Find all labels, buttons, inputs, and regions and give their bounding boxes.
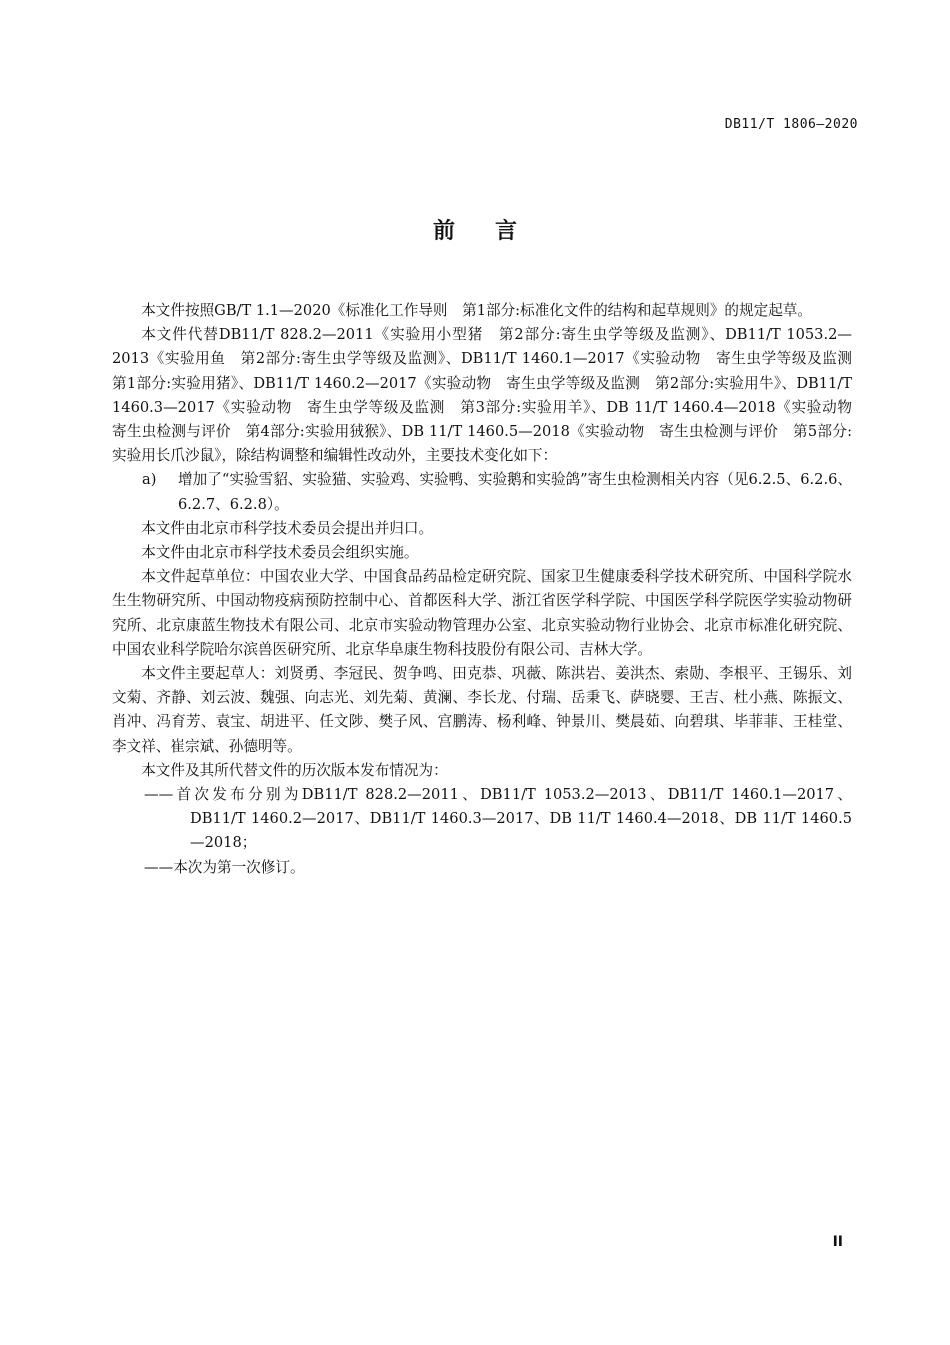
list-item-text: 增加了“实验雪貂、实验猫、实验鸡、实验鸭、实验鹅和实验鸽”寄生虫检测相关内容（见6.2.5、6.2.6、6.2.7、6.2.8）。 <box>178 471 852 513</box>
list-marker: a) <box>142 471 157 489</box>
paragraph-drafting-basis: 本文件按照GB/T 1.1—2020《标准化工作导则 第1部分:标准化文件的结构和起草规则》的规定起草。 <box>141 302 812 319</box>
page-title: 前言 <box>432 219 557 244</box>
paragraph-history-intro: 本文件及其所代替文件的历次版本发布情况为： <box>141 761 448 779</box>
paragraph-drafting-units: 本文件起草单位：中国农业大学、中国食品药品检定研究院、国家卫生健康委科学技术研究所、中国科学院水生生物研究所、中国动物疫病预防控制中心、首都医科大学、浙江省医学科学院、中国医学科学院医学实验动物研究所、北京康蓝生物技术有限公司、北京市实验动物管理办公室、北京实验动物行业协会、北京市标准化研究院、中国农业科学院哈尔滨兽医研究所、北京华阜康生物科技股份有限公司、吉林大学。 <box>112 568 852 658</box>
page-number: II <box>832 1234 843 1250</box>
document-code: DB11/T 1806—2020 <box>724 117 858 132</box>
paragraph-replaces: 本文件代替DB11/T 828.2—2011《实验用小型猪 第2部分:寄生虫学等级及监测》、DB11/T 1053.2—2013《实验用鱼 第2部分:寄生虫学等级及监测》、DB11/T 1460.1—2017《实验动物 寄生虫学等级及监测 第1部分:实验用猪》、DB11/T 1460.2—2017《实验动物 寄生虫学等级及监测 第2部分:实验用牛》、DB11/T 1460.3—2017《实验动物 寄生虫学等级及监测 第3部分:实验用羊》、DB 11/T 1460.4—2018《实验动物 寄生虫检测与评价 第4部分:实验用狨猴》、DB 11/T 1460.5—2018《实验动物 寄生虫检测与评价 第5部分:实验用长爪沙鼠》，除结构调整和编辑性改动外，主要技术变化如下： <box>112 326 867 465</box>
paragraph-implementer: 本文件由北京市科学技术委员会组织实施。 <box>141 544 419 562</box>
history-item-revision: ——本次为第一次修订。 <box>144 858 305 876</box>
paragraph-proposer: 本文件由北京市科学技术委员会提出并归口。 <box>141 519 434 537</box>
list-item-change-a <box>112 468 852 516</box>
paragraph-drafters: 本文件主要起草人：刘贤勇、李冠民、贺争鸣、田克恭、巩薇、陈洪岩、姜洪杰、索勋、李根平、王锡乐、刘文菊、齐静、刘云波、魏强、向志光、刘先菊、黄澜、李长龙、付瑞、岳秉飞、萨晓婴、王吉、杜小燕、陈振文、肖冲、冯育芳、袁宝、胡进平、任文陟、樊子风、宫鹏涛、杨利峰、钟景川、樊晨茹、向碧琪、毕菲菲、王桂堂、李文祥、崔宗斌、孙德明等。 <box>112 665 852 755</box>
foreword-body <box>112 299 867 880</box>
history-item-first-release: ——首次发布分别为DB11/T 828.2—2011、DB11/T 1053.2—2013、DB11/T 1460.1—2017、DB11/T 1460.2—2017、DB11/T 1460.3—2017、DB 11/T 1460.4—2018、DB 11/T 1460.5—2018； <box>144 786 852 852</box>
